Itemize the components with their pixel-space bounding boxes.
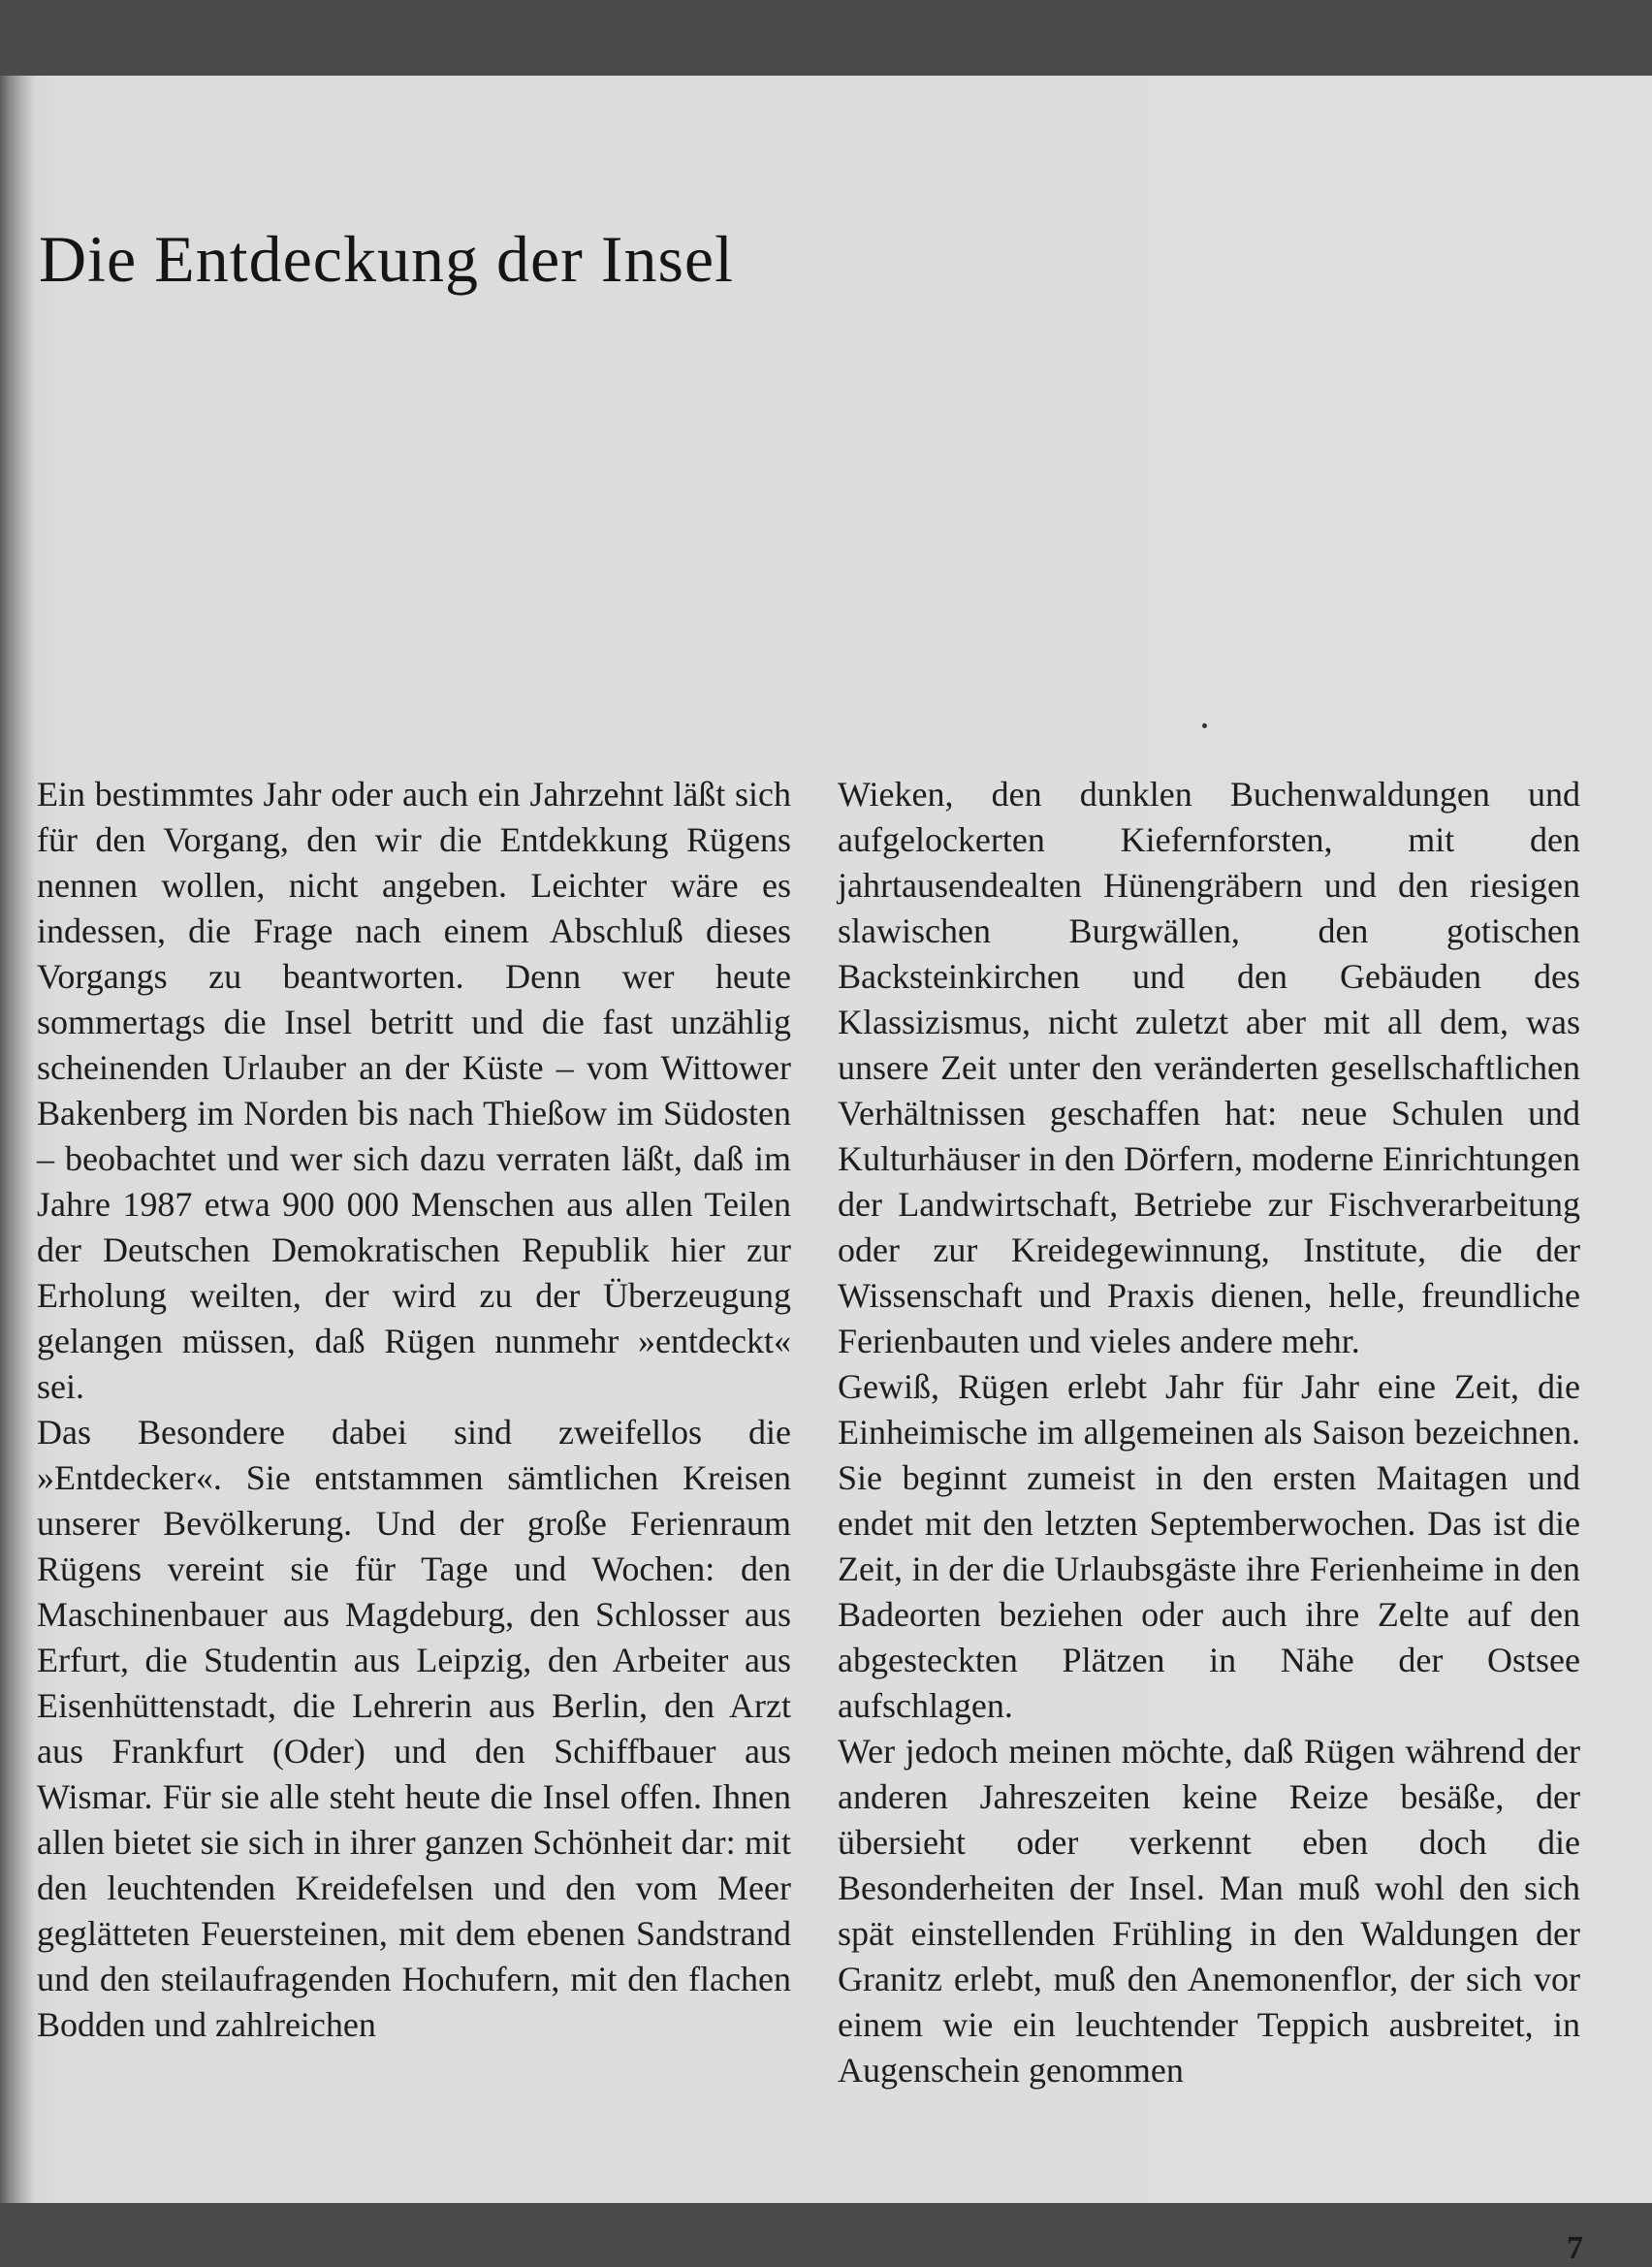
page-number: 7 [1567, 2230, 1583, 2266]
print-speck [1202, 723, 1207, 728]
paragraph: Das Besondere dabei sind zweifellos die »Entdecker«. Sie entstammen sämtlichen Kreisen unserer Bevölkerung. Und der große Ferienraum Rügens vereint sie für Tage und Wochen: den Maschinenbauer aus Magdeburg, den Schlosser aus Erfurt, die Studentin aus Leipzig, den Arbeiter aus Eisenhüttenstadt, die Lehrerin aus Berlin, den Arzt aus Frankfurt (Oder) und den Schiffbauer aus Wismar. Für sie alle steht heute die Insel offen. Ihnen allen bietet sie sich in ihrer ganzen Schönheit dar: mit den leuchtenden Kreidefelsen und den vom Meer geglätteten Feuersteinen, mit dem ebenen Sandstrand und den steilaufragenden Hochufern, mit den flachen Bodden und zahlreichen [37, 1413, 791, 2044]
paragraph: Gewiß, Rügen erlebt Jahr für Jahr eine Zeit, die Einheimische im allgemeinen als Saison bezeichnen. Sie beginnt zumeist in den ersten Maitagen und endet mit den letzten Septemberwochen. Das ist die Zeit, in der die Urlaubsgäste ihre Ferienheime in den Badeorten beziehen oder auch ihre Zelte auf den abgesteckten Plätzen in Nähe der Ostsee aufschlagen. [838, 1367, 1580, 1725]
page-title: Die Entdeckung der Insel [39, 222, 734, 296]
left-column [37, 772, 791, 2048]
paragraph: Ein bestimmtes Jahr oder auch ein Jahrzehnt läßt sich für den Vorgang, den wir die Entdekkung Rügens nennen wollen, nicht angeben. Leichter wäre es indessen, die Frage nach einem Abschluß dieses Vorgangs zu beantworten. Denn wer heute sommertags die Insel betritt und die fast unzählig scheinenden Urlauber an der Küste – vom Wittower Bakenberg im Norden bis nach Thießow im Südosten – beobachtet und wer sich dazu verraten läßt, daß im Jahre 1987 etwa 900 000 Menschen aus allen Teilen der Deutschen Demokratischen Republik hier zur Erholung weilten, der wird zu der Überzeugung gelangen müssen, daß Rügen nunmehr »entdeckt« sei. [37, 775, 791, 1406]
right-column [838, 772, 1580, 2093]
paragraph: Wieken, den dunklen Buchenwaldungen und aufgelockerten Kiefernforsten, mit den jahrtausendealten Hünengräbern und den riesigen slawischen Burgwällen, den gotischen Backsteinkirchen und den Gebäuden des Klassizismus, nicht zuletzt aber mit all dem, was unsere Zeit unter den veränderten gesellschaftlichen Verhältnissen geschaffen hat: neue Schulen und Kulturhäuser in den Dörfern, moderne Einrichtungen der Landwirtschaft, Betriebe zur Fischverarbeitung oder zur Kreidegewinnung, Institute, die der Wissenschaft und Praxis dienen, helle, freundliche Ferienbauten und vieles andere mehr. [838, 775, 1580, 1360]
book-page [0, 76, 1652, 2266]
page-binding-shadow [0, 76, 35, 2203]
paragraph: Wer jedoch meinen möchte, daß Rügen während der anderen Jahreszeiten keine Reize besäße, der übersieht oder verkennt eben doch die Besonderheiten der Insel. Man muß wohl den sich spät einstellenden Frühling in den Waldungen der Granitz erlebt, muß den Anemonenflor, der sich vor einem wie ein leuchtender Teppich ausbreitet, in Augenschein genommen [838, 1732, 1580, 2090]
